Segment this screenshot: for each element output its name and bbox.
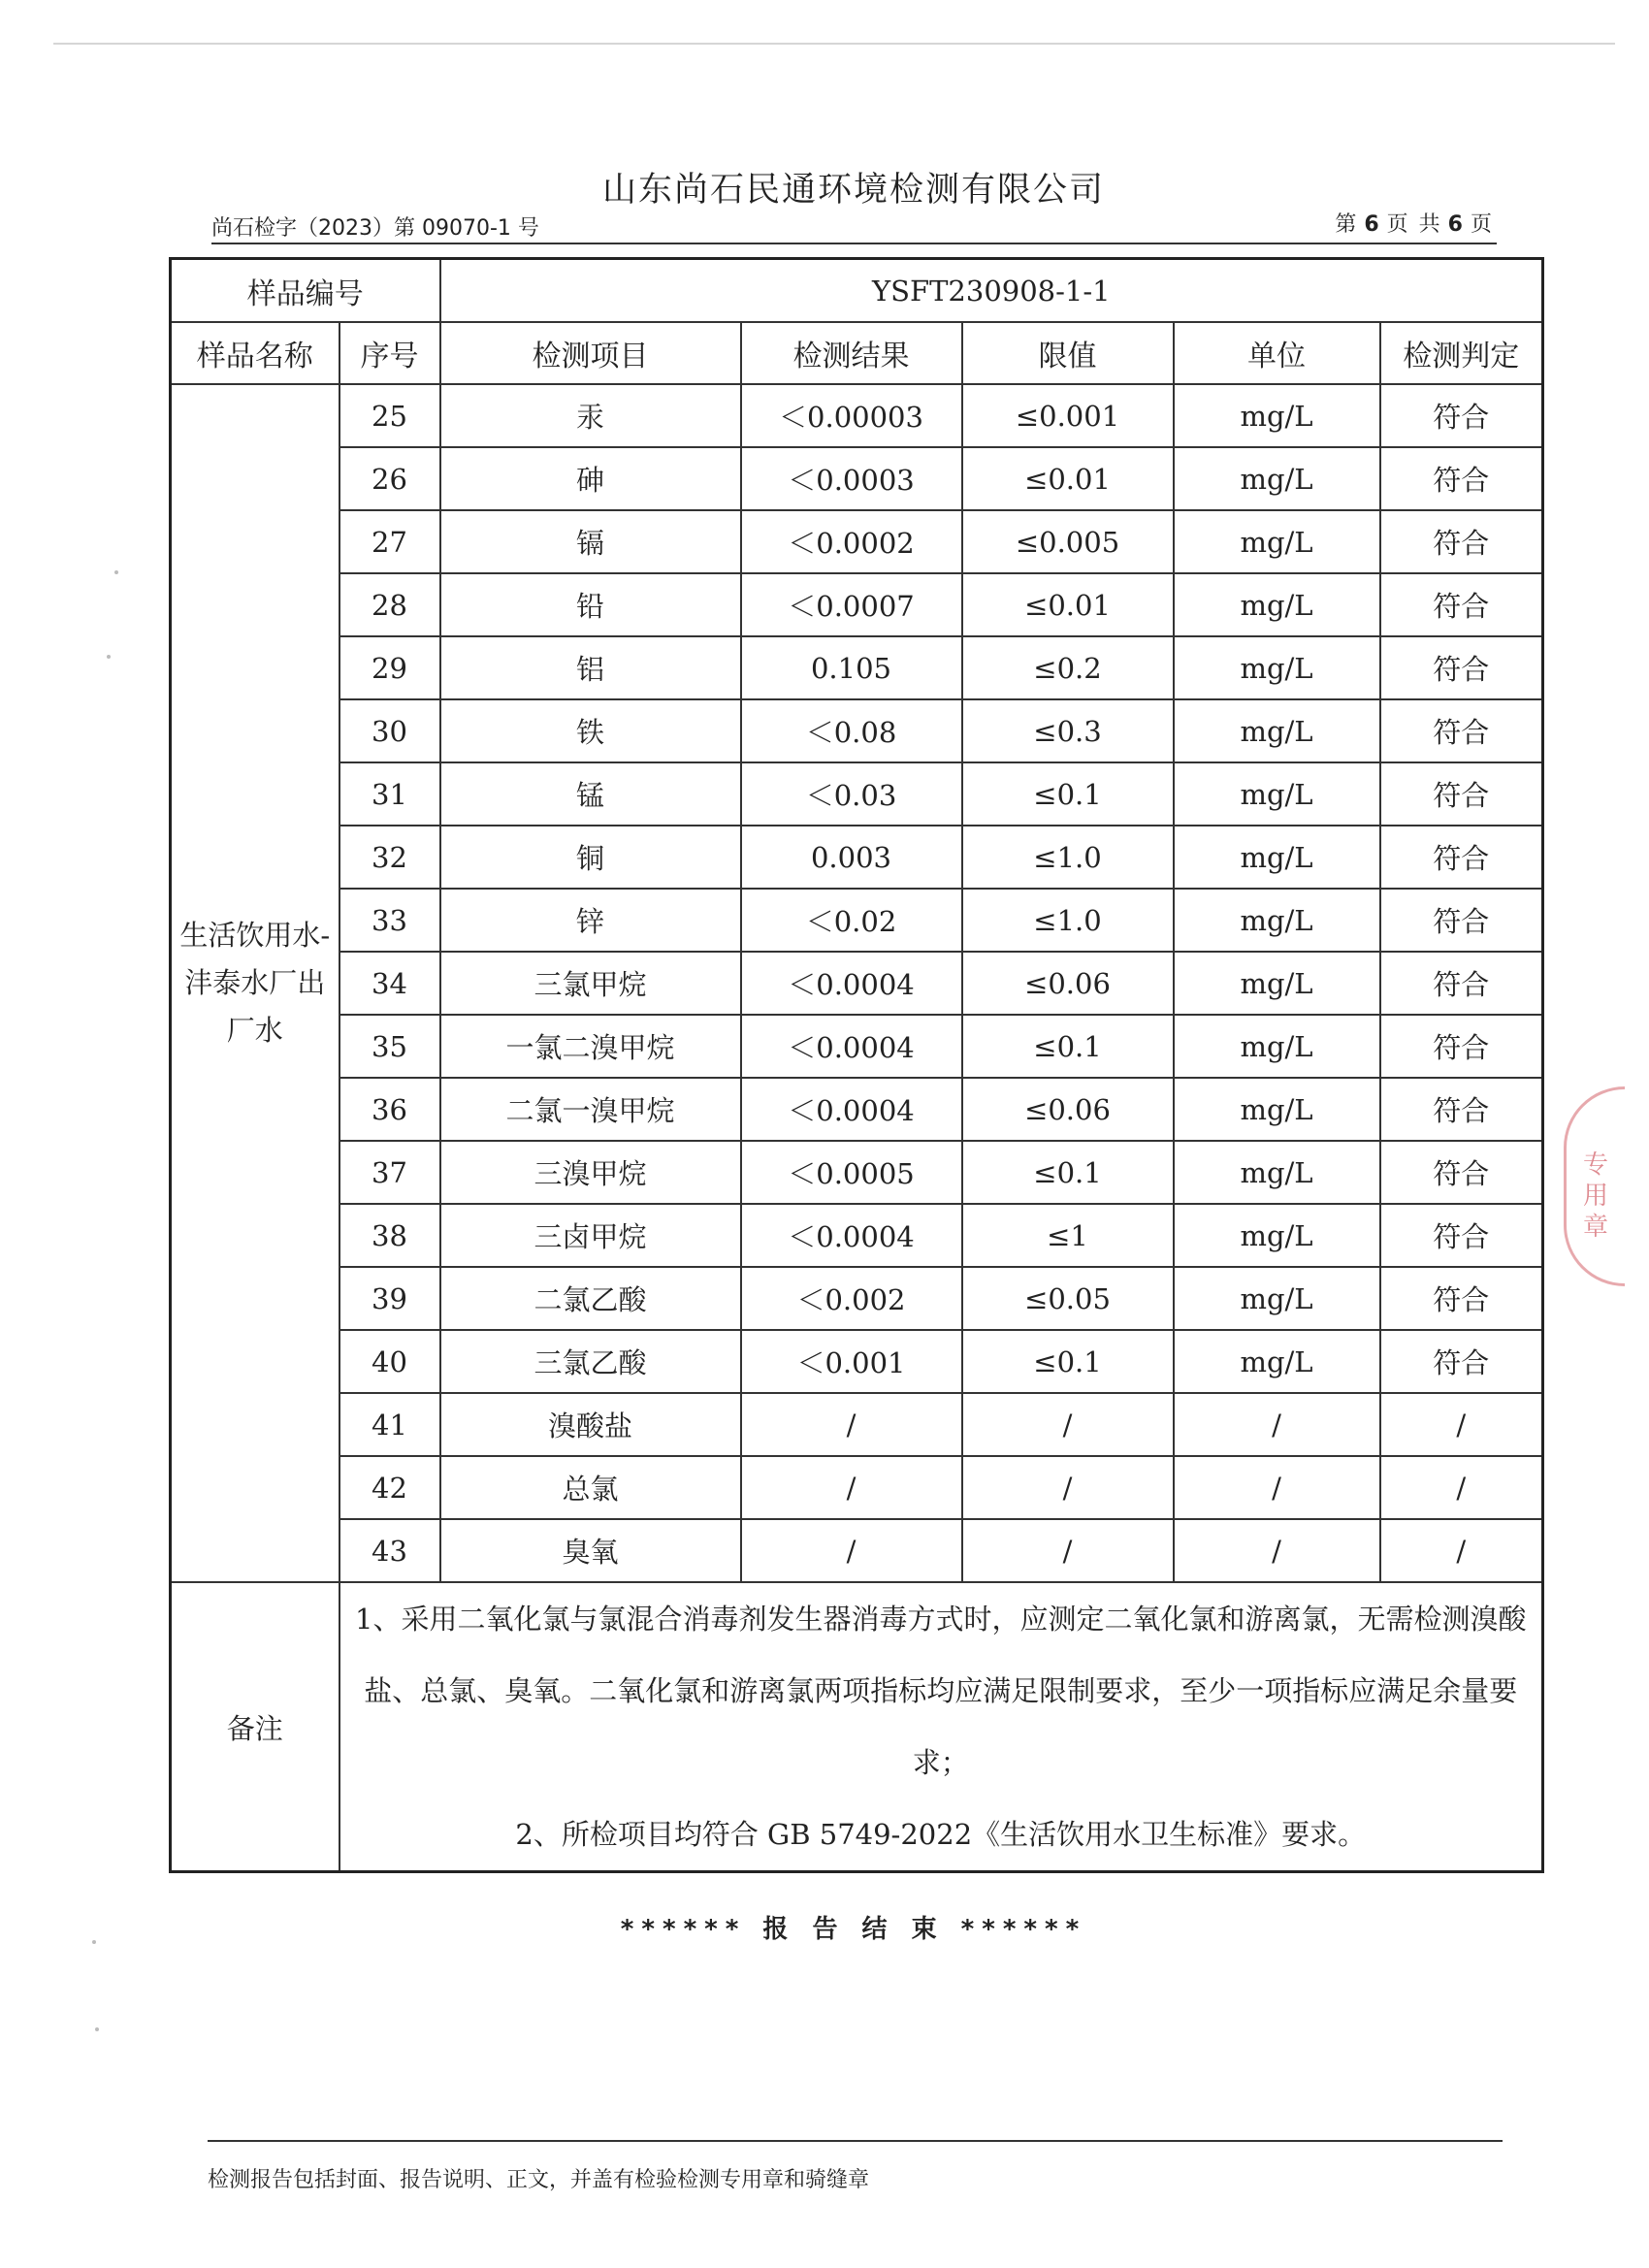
row-result: ＜0.0005 — [741, 1141, 962, 1204]
row-item: 铝 — [440, 636, 741, 699]
row-unit: mg/L — [1174, 699, 1380, 762]
page-label-mid: 页 共 — [1386, 212, 1442, 237]
row-judgement: 符合 — [1380, 699, 1543, 762]
row-judgement: 符合 — [1380, 889, 1543, 952]
row-index: 43 — [340, 1519, 440, 1582]
footer-note: 检测报告包括封面、报告说明、正文，并盖有检验检测专用章和骑缝章 — [208, 2168, 870, 2192]
table-row — [171, 384, 1543, 447]
table-row — [171, 1456, 1543, 1519]
row-item: 镉 — [440, 510, 741, 573]
row-limit: ≤0.05 — [962, 1267, 1174, 1330]
row-item: 总氯 — [440, 1456, 741, 1519]
table-row — [171, 889, 1543, 952]
row-index: 36 — [340, 1078, 440, 1141]
page-label-post: 页 — [1470, 212, 1494, 237]
table-row — [171, 1204, 1543, 1267]
row-unit: / — [1174, 1519, 1380, 1582]
row-index: 38 — [340, 1204, 440, 1267]
row-result: ＜0.02 — [741, 889, 962, 952]
row-unit: mg/L — [1174, 1330, 1380, 1393]
row-result: ＜0.03 — [741, 762, 962, 826]
row-item: 三氯乙酸 — [440, 1330, 741, 1393]
row-limit: ≤0.005 — [962, 510, 1174, 573]
row-unit: mg/L — [1174, 889, 1380, 952]
row-limit: ≤0.3 — [962, 699, 1174, 762]
row-unit: / — [1174, 1393, 1380, 1456]
row-item: 铁 — [440, 699, 741, 762]
row-limit: ≤0.1 — [962, 762, 1174, 826]
row-result: ＜0.08 — [741, 699, 962, 762]
row-limit: ≤1.0 — [962, 889, 1174, 952]
remark-item: 2、所检项目均符合 GB 5749-2022《生活饮用水卫生标准》要求。 — [515, 1818, 1367, 1851]
row-judgement: 符合 — [1380, 1330, 1543, 1393]
table-row — [171, 1141, 1543, 1204]
table-row — [171, 1393, 1543, 1456]
table-row — [171, 699, 1543, 762]
row-unit: mg/L — [1174, 1267, 1380, 1330]
page-total: 6 — [1447, 212, 1465, 237]
remarks-row — [171, 1582, 1543, 1872]
row-judgement: 符合 — [1380, 952, 1543, 1015]
row-limit: ≤0.2 — [962, 636, 1174, 699]
row-limit: ≤0.01 — [962, 573, 1174, 636]
col-header-sample-name: 样品名称 — [171, 322, 340, 384]
row-result: ＜0.0004 — [741, 1078, 962, 1141]
row-item: 溴酸盐 — [440, 1393, 741, 1456]
remarks-label: 备注 — [171, 1582, 340, 1872]
page-indicator — [1335, 208, 1494, 238]
row-index: 25 — [340, 384, 440, 447]
table-row — [171, 826, 1543, 889]
row-index: 37 — [340, 1141, 440, 1204]
row-index: 42 — [340, 1456, 440, 1519]
row-unit: mg/L — [1174, 1015, 1380, 1078]
row-limit: ≤0.1 — [962, 1330, 1174, 1393]
row-judgement: 符合 — [1380, 636, 1543, 699]
scan-speck — [95, 2027, 99, 2031]
row-judgement: / — [1380, 1519, 1543, 1582]
row-index: 30 — [340, 699, 440, 762]
row-result: / — [741, 1519, 962, 1582]
row-item: 一氯二溴甲烷 — [440, 1015, 741, 1078]
row-judgement: 符合 — [1380, 384, 1543, 447]
row-unit: mg/L — [1174, 384, 1380, 447]
row-limit: ≤0.06 — [962, 1078, 1174, 1141]
row-index: 33 — [340, 889, 440, 952]
header-rule — [211, 243, 1497, 244]
col-header-index: 序号 — [340, 322, 440, 384]
row-item: 三卤甲烷 — [440, 1204, 741, 1267]
row-index: 27 — [340, 510, 440, 573]
row-item: 砷 — [440, 447, 741, 510]
row-index: 39 — [340, 1267, 440, 1330]
row-item: 铜 — [440, 826, 741, 889]
remarks-body — [340, 1582, 1543, 1872]
row-item: 三氯甲烷 — [440, 952, 741, 1015]
seal-text: 专用章 — [1582, 1150, 1608, 1242]
table-row — [171, 762, 1543, 826]
results-table — [169, 257, 1544, 1873]
row-item: 臭氧 — [440, 1519, 741, 1582]
row-result: ＜0.0004 — [741, 952, 962, 1015]
row-result: ＜0.0003 — [741, 447, 962, 510]
table-row — [171, 447, 1543, 510]
sample-code-label: 样品编号 — [171, 259, 440, 323]
row-judgement: 符合 — [1380, 1015, 1543, 1078]
row-unit: mg/L — [1174, 762, 1380, 826]
row-unit: / — [1174, 1456, 1380, 1519]
row-item: 三溴甲烷 — [440, 1141, 741, 1204]
scan-speck — [114, 570, 118, 574]
row-index: 35 — [340, 1015, 440, 1078]
row-judgement: 符合 — [1380, 762, 1543, 826]
sample-code-row — [171, 259, 1543, 323]
row-judgement: 符合 — [1380, 447, 1543, 510]
row-unit: mg/L — [1174, 826, 1380, 889]
row-unit: mg/L — [1174, 1078, 1380, 1141]
row-index: 32 — [340, 826, 440, 889]
row-limit: ≤0.06 — [962, 952, 1174, 1015]
row-result: / — [741, 1456, 962, 1519]
row-unit: mg/L — [1174, 1141, 1380, 1204]
table-row — [171, 1078, 1543, 1141]
row-judgement: 符合 — [1380, 573, 1543, 636]
row-index: 34 — [340, 952, 440, 1015]
row-result: ＜0.002 — [741, 1267, 962, 1330]
row-item: 锰 — [440, 762, 741, 826]
col-header-item: 检测项目 — [440, 322, 741, 384]
row-unit: mg/L — [1174, 573, 1380, 636]
row-item: 汞 — [440, 384, 741, 447]
row-judgement: 符合 — [1380, 1204, 1543, 1267]
row-item: 二氯乙酸 — [440, 1267, 741, 1330]
table-row — [171, 636, 1543, 699]
row-unit: mg/L — [1174, 447, 1380, 510]
row-judgement: 符合 — [1380, 826, 1543, 889]
row-limit: ≤1.0 — [962, 826, 1174, 889]
row-unit: mg/L — [1174, 952, 1380, 1015]
row-unit: mg/L — [1174, 636, 1380, 699]
row-unit: mg/L — [1174, 1204, 1380, 1267]
table-row — [171, 1519, 1543, 1582]
sample-code-value: YSFT230908-1-1 — [440, 259, 1543, 323]
row-judgement: / — [1380, 1393, 1543, 1456]
row-limit: ≤0.1 — [962, 1015, 1174, 1078]
row-index: 29 — [340, 636, 440, 699]
row-result: ＜0.0007 — [741, 573, 962, 636]
row-limit: ≤0.1 — [962, 1141, 1174, 1204]
col-header-limit: 限值 — [962, 322, 1174, 384]
row-index: 41 — [340, 1393, 440, 1456]
table-row — [171, 1267, 1543, 1330]
scan-edge-line — [53, 43, 1615, 45]
table-row — [171, 510, 1543, 573]
report-number: 尚石检字（2023）第 09070-1 号 — [211, 216, 539, 241]
row-limit: ≤0.001 — [962, 384, 1174, 447]
col-header-result: 检测结果 — [741, 322, 962, 384]
row-result: 0.003 — [741, 826, 962, 889]
page-label-pre: 第 — [1335, 212, 1359, 237]
row-unit: mg/L — [1174, 510, 1380, 573]
col-header-judgement: 检测判定 — [1380, 322, 1543, 384]
row-judgement: 符合 — [1380, 1078, 1543, 1141]
row-item: 铅 — [440, 573, 741, 636]
row-index: 26 — [340, 447, 440, 510]
remark-item: 1、采用二氧化氯与氯混合消毒剂发生器消毒方式时，应测定二氧化氯和游离氯，无需检测溴酸盐、总氯、臭氧。二氧化氯和游离氯两项指标均应满足限制要求，至少一项指标应满足余量要求； — [355, 1603, 1527, 1779]
col-header-unit: 单位 — [1174, 322, 1380, 384]
company-name: 山东尚石民通环境检测有限公司 — [601, 171, 1105, 210]
row-result: ＜0.001 — [741, 1330, 962, 1393]
row-judgement: 符合 — [1380, 1141, 1543, 1204]
table-row — [171, 952, 1543, 1015]
row-limit: ≤0.01 — [962, 447, 1174, 510]
report-end-mark: ****** 报 告 结 束 ****** — [620, 1915, 1087, 1944]
table-row — [171, 1330, 1543, 1393]
row-result: ＜0.0004 — [741, 1015, 962, 1078]
row-result: 0.105 — [741, 636, 962, 699]
sample-name-cell: 生活饮用水-沣泰水厂出厂水 — [171, 384, 340, 1582]
row-index: 28 — [340, 573, 440, 636]
row-limit: ≤1 — [962, 1204, 1174, 1267]
column-header-row — [171, 322, 1543, 384]
row-result: ＜0.0002 — [741, 510, 962, 573]
row-limit: / — [962, 1456, 1174, 1519]
row-index: 40 — [340, 1330, 440, 1393]
row-judgement: / — [1380, 1456, 1543, 1519]
row-item: 锌 — [440, 889, 741, 952]
page-current: 6 — [1364, 212, 1381, 237]
row-result: / — [741, 1393, 962, 1456]
row-result: ＜0.00003 — [741, 384, 962, 447]
footer-rule — [208, 2140, 1503, 2142]
scan-speck — [107, 655, 111, 659]
row-item: 二氯一溴甲烷 — [440, 1078, 741, 1141]
row-judgement: 符合 — [1380, 1267, 1543, 1330]
table-row — [171, 1015, 1543, 1078]
row-result: ＜0.0004 — [741, 1204, 962, 1267]
row-judgement: 符合 — [1380, 510, 1543, 573]
row-limit: / — [962, 1393, 1174, 1456]
row-index: 31 — [340, 762, 440, 826]
row-limit: / — [962, 1519, 1174, 1582]
table-row — [171, 573, 1543, 636]
